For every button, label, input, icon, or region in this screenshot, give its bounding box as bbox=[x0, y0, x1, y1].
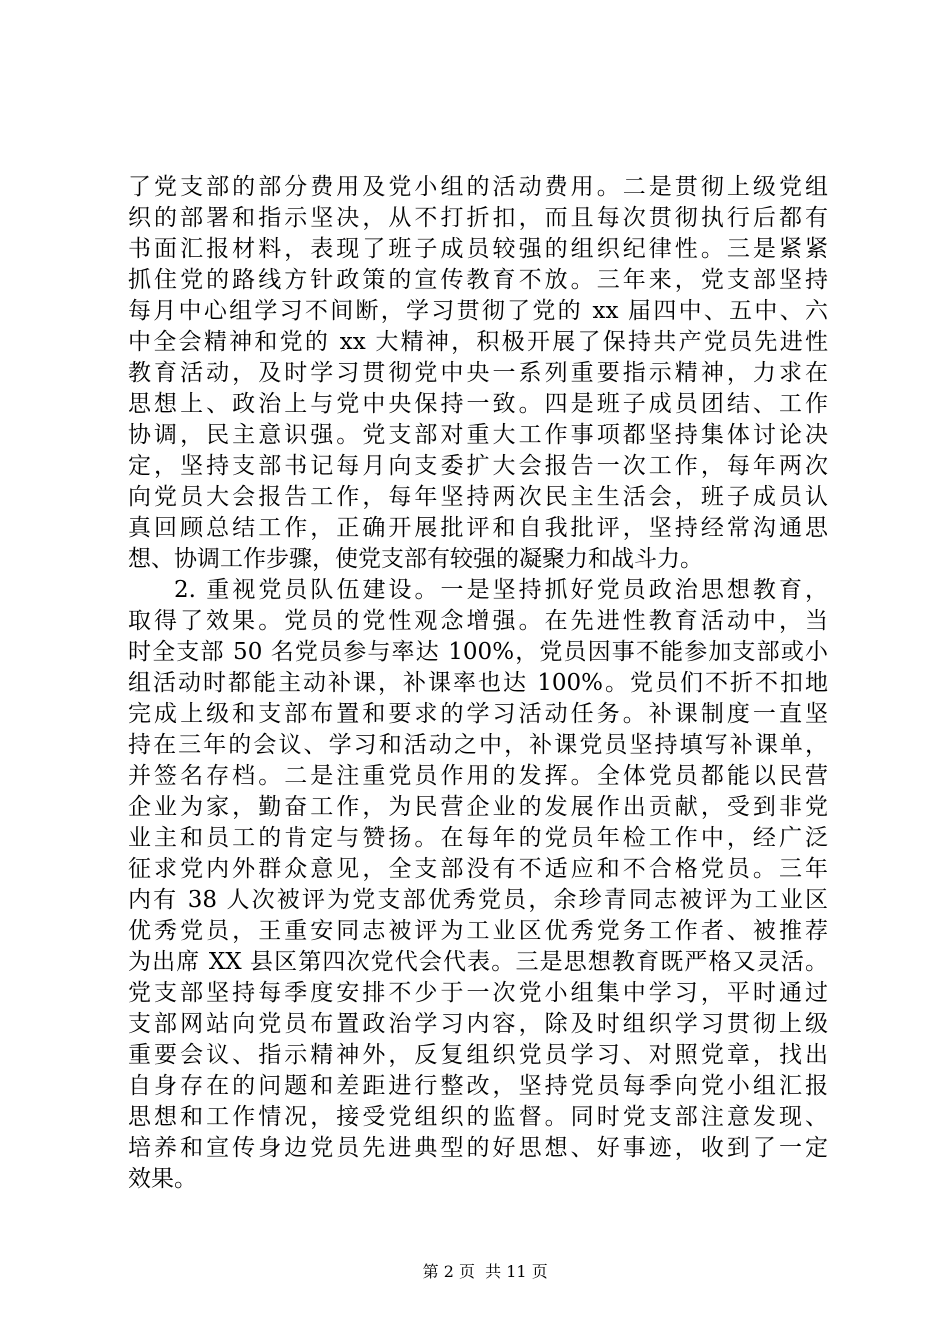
text-line: 组活动时都能主动补课，补课率也达 100%。党员们不折不扣地 bbox=[128, 670, 828, 696]
text-line: 效果。 bbox=[128, 1166, 197, 1192]
text-line: 协调，民主意识强。党支部对重大工作事项都坚持集体讨论决 bbox=[128, 422, 828, 448]
text-line: 业主和员工的肯定与赞扬。在每年的党员年检工作中，经广泛 bbox=[128, 825, 828, 851]
text-line: 优秀党员，王重安同志被评为工业区优秀党务工作者、被推荐 bbox=[128, 918, 828, 944]
text-line-paragraph-start: 2. 重视党员队伍建设。一是坚持抓好党员政治思想教育， bbox=[174, 577, 828, 603]
text-line: 每月中心组学习不间断，学习贯彻了党的 xx 届四中、五中、六 bbox=[128, 298, 828, 324]
text-line: 抓住党的路线方针政策的宣传教育不放。三年来，党支部坚持 bbox=[128, 267, 828, 293]
text-line: 支部网站向党员布置政治学习内容，除及时组织学习贯彻上级 bbox=[128, 1011, 828, 1037]
text-line: 征求党内外群众意见，全支部没有不适应和不合格党员。三年 bbox=[128, 856, 828, 882]
text-line: 了党支部的部分费用及党小组的活动费用。二是贯彻上级党组 bbox=[128, 174, 828, 200]
text-line: 取得了效果。党员的党性观念增强。在先进性教育活动中，当 bbox=[128, 608, 828, 634]
text-line: 想、协调工作步骤，使党支部有较强的凝聚力和战斗力。 bbox=[128, 546, 703, 572]
text-line: 培养和宣传身边党员先进典型的好思想、好事迹，收到了一定 bbox=[128, 1135, 828, 1161]
text-line: 思想上、政治上与党中央保持一致。四是班子成员团结、工作 bbox=[128, 391, 828, 417]
text-line: 时全支部 50 名党员参与率达 100%，党员因事不能参加支部或小 bbox=[128, 639, 828, 665]
text-line: 并签名存档。二是注重党员作用的发挥。全体党员都能以民营 bbox=[128, 763, 828, 789]
text-line: 内有 38 人次被评为党支部优秀党员，余珍青同志被评为工业区 bbox=[128, 887, 828, 913]
text-line: 书面汇报材料，表现了班子成员较强的组织纪律性。三是紧紧 bbox=[128, 236, 828, 262]
text-line: 真回顾总结工作，正确开展批评和自我批评，坚持经常沟通思 bbox=[128, 515, 828, 541]
text-line: 完成上级和支部布置和要求的学习活动任务。补课制度一直坚 bbox=[128, 701, 828, 727]
body-text bbox=[128, 172, 828, 1195]
text-line: 持在三年的会议、学习和活动之中，补课党员坚持填写补课单， bbox=[128, 732, 828, 758]
page-footer bbox=[0, 1242, 950, 1302]
text-line: 思想和工作情况，接受党组织的监督。同时党支部注意发现、 bbox=[128, 1104, 828, 1130]
text-line: 定，坚持支部书记每月向支委扩大会报告一次工作，每年两次 bbox=[128, 453, 828, 479]
text-line: 为出席 XX 县区第四次党代会代表。三是思想教育既严格又灵活。 bbox=[128, 949, 828, 975]
text-line: 织的部署和指示坚决，从不打折扣，而且每次贯彻执行后都有 bbox=[128, 205, 828, 231]
text-line: 教育活动，及时学习贯彻党中央一系列重要指示精神，力求在 bbox=[128, 360, 828, 386]
text-line: 企业为家，勤奋工作，为民营企业的发展作出贡献，受到非党 bbox=[128, 794, 828, 820]
text-line: 重要会议、指示精神外，反复组织党员学习、对照党章，找出 bbox=[128, 1042, 828, 1068]
page-number-label: 第 2 页 共 11 页 bbox=[422, 1262, 548, 1281]
text-line: 向党员大会报告工作，每年坚持两次民主生活会，班子成员认 bbox=[128, 484, 828, 510]
text-line: 自身存在的问题和差距进行整改，坚持党员每季向党小组汇报 bbox=[128, 1073, 828, 1099]
text-line: 中全会精神和党的 xx 大精神，积极开展了保持共产党员先进性 bbox=[128, 329, 828, 355]
text-line: 党支部坚持每季度安排不少于一次党小组集中学习，平时通过 bbox=[128, 980, 828, 1006]
